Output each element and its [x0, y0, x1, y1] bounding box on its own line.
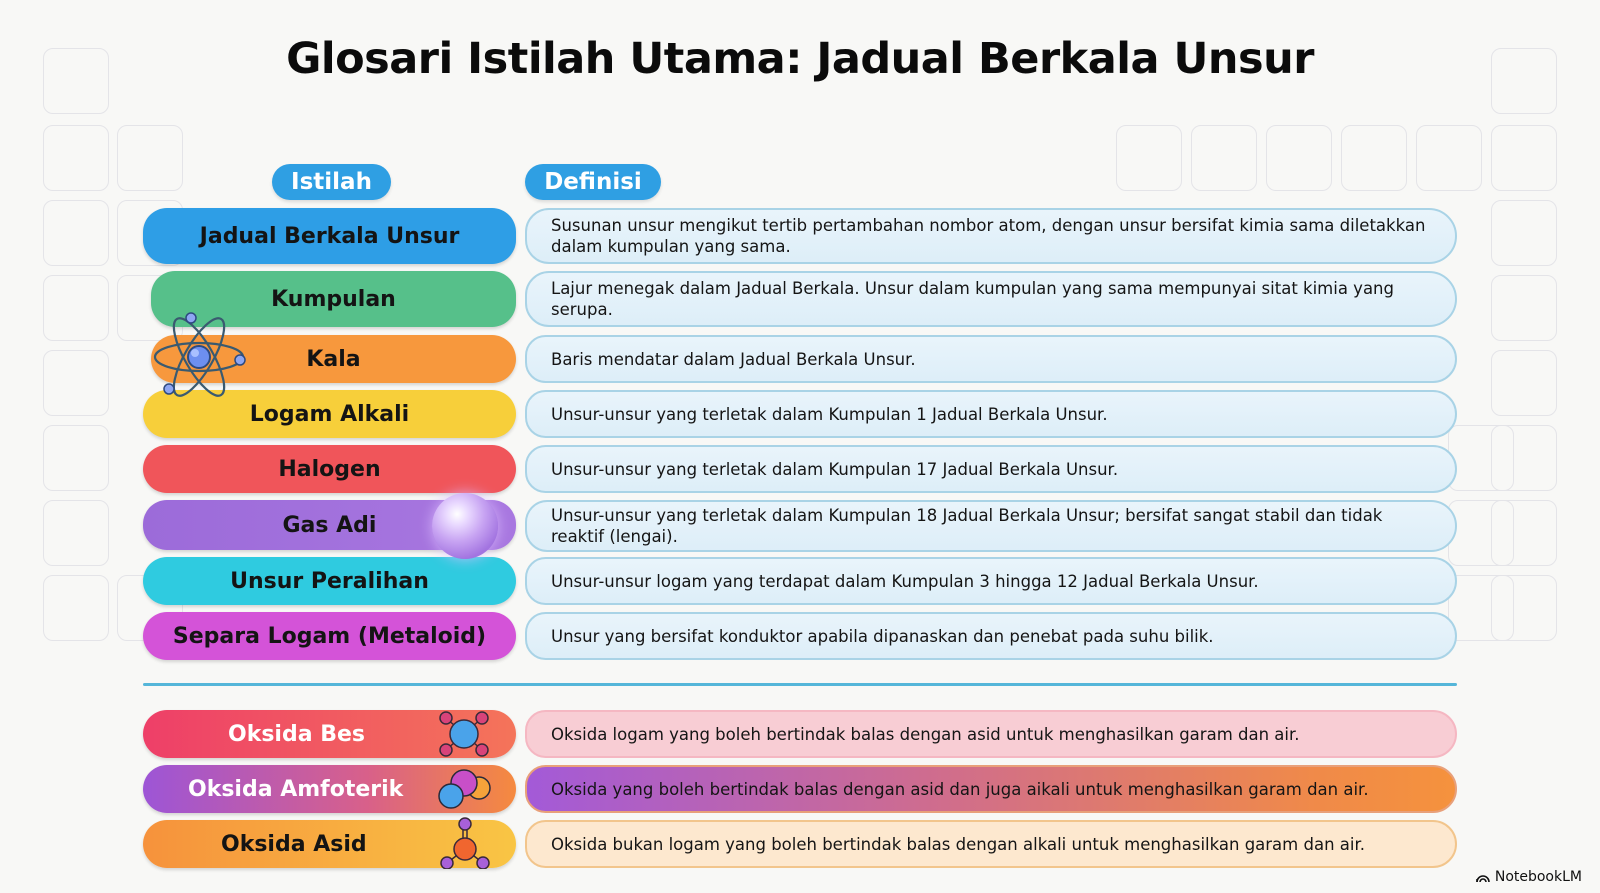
notebooklm-watermark: [1476, 869, 1582, 885]
glowing-sphere-icon: [432, 493, 498, 559]
column-header-definition: Definisi: [525, 164, 661, 200]
molecule-amphoteric-icon: [437, 766, 493, 812]
atom-icon: [152, 310, 247, 405]
definition-box: Unsur-unsur logam yang terdapat dalam Kumpulan 3 hingga 12 Jadual Berkala Unsur.: [525, 557, 1457, 605]
definition-box: Oksida yang boleh bertindak balas dengan asid dan juga aikali untuk menghasilkan garam dan air.: [525, 765, 1457, 813]
term-pill: Separa Logam (Metaloid): [143, 612, 516, 660]
definition-box: Oksida bukan logam yang boleh bertindak balas dengan alkali untuk menghasilkan garam dan air.: [525, 820, 1457, 868]
column-header-term: Istilah: [272, 164, 391, 200]
term-pill: Oksida Asid: [143, 820, 516, 868]
molecule-basic-icon: [437, 710, 491, 758]
definition-box: Lajur menegak dalam Jadual Berkala. Unsur dalam kumpulan yang sama mempunyai sitat kimia yang serupa.: [525, 271, 1457, 327]
footer-brand: NotebookLM: [1494, 869, 1582, 885]
molecule-acidic-icon: [437, 817, 493, 869]
definition-box: Unsur yang bersifat konduktor apabila dipanaskan dan penebat pada suhu bilik.: [525, 612, 1457, 660]
term-pill: Gas Adi: [143, 500, 516, 550]
term-pill: Unsur Peralihan: [143, 557, 516, 605]
definition-box: Oksida logam yang boleh bertindak balas dengan asid untuk menghasilkan garam dan air.: [525, 710, 1457, 758]
term-pill: Oksida Amfoterik: [143, 765, 516, 813]
term-pill: Kumpulan: [151, 271, 516, 327]
term-pill: Kala: [151, 335, 516, 383]
definition-box: Susunan unsur mengikut tertib pertambahan nombor atom, dengan unsur bersifat kimia sama diletakkan dalam kumpulan yang sama.: [525, 208, 1457, 264]
definition-box: Unsur-unsur yang terletak dalam Kumpulan 17 Jadual Berkala Unsur.: [525, 445, 1457, 493]
section-divider: [143, 683, 1457, 686]
definition-box: Unsur-unsur yang terletak dalam Kumpulan 1 Jadual Berkala Unsur.: [525, 390, 1457, 438]
term-pill: Halogen: [143, 445, 516, 493]
definition-box: Unsur-unsur yang terletak dalam Kumpulan 18 Jadual Berkala Unsur; bersifat sangat stabil dan tidak reaktif (lengai).: [525, 500, 1457, 552]
term-pill: Oksida Bes: [143, 710, 516, 758]
term-pill: Logam Alkali: [143, 390, 516, 438]
page-title: Glosari Istilah Utama: Jadual Berkala Unsur: [286, 34, 1314, 84]
notebooklm-logo-icon: [1476, 871, 1490, 883]
term-pill: Jadual Berkala Unsur: [143, 208, 516, 264]
definition-box: Baris mendatar dalam Jadual Berkala Unsur.: [525, 335, 1457, 383]
